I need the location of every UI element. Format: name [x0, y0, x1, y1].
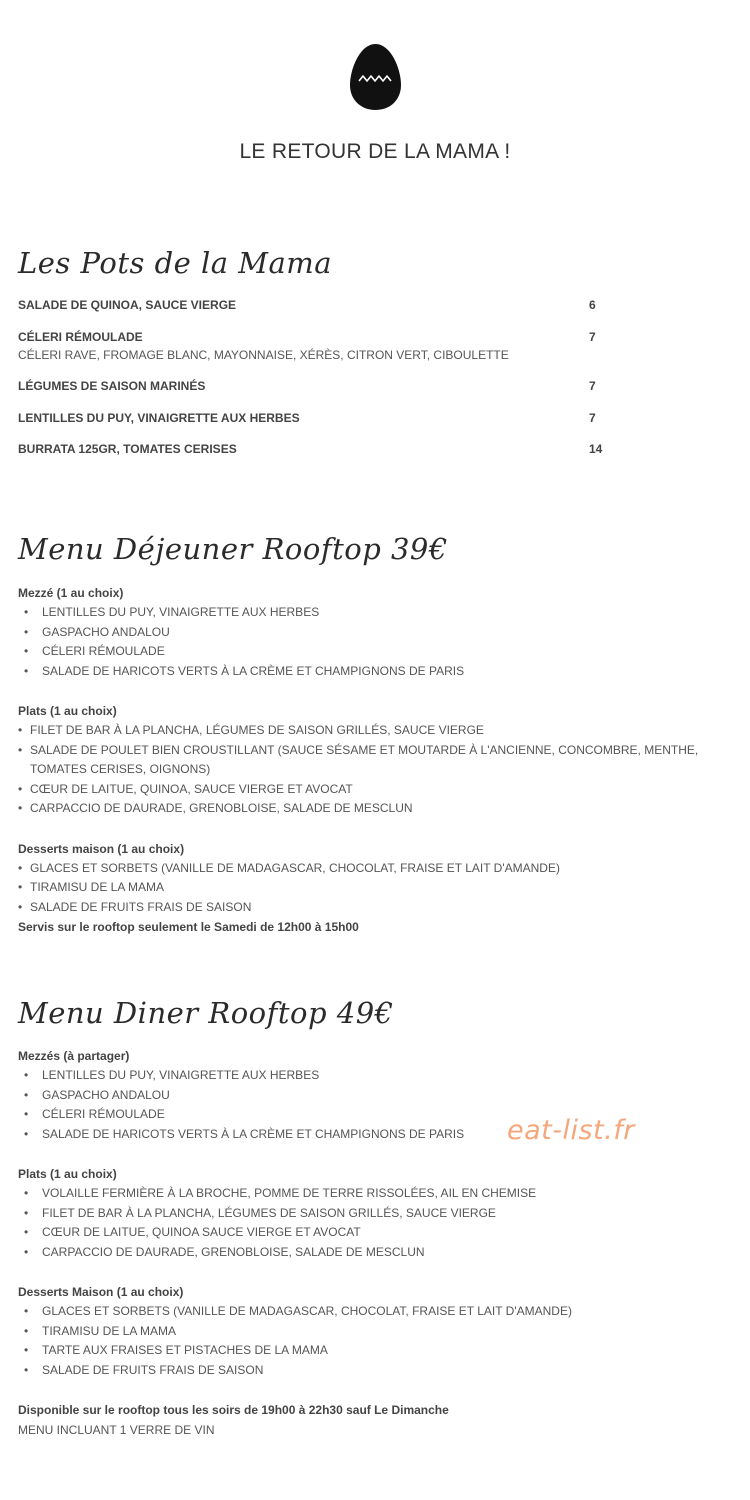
watermark: eat-list.fr — [507, 1115, 635, 1146]
menu-item — [18, 298, 618, 312]
section-title: Mezzés (à partager) — [18, 1049, 130, 1063]
pots-heading: Les Pots de la Mama — [18, 246, 333, 280]
diner-menu — [18, 1046, 728, 1440]
item-price: 7 — [589, 330, 596, 344]
item-price: 14 — [589, 442, 603, 456]
list-item: • CÉLERI RÉMOULADE — [18, 642, 728, 662]
item-price: 7 — [589, 411, 596, 425]
item-description: CÉLERI RAVE, FROMAGE BLANC, MAYONNAISE, XÉRÈS, CITRON VERT, CIBOULETTE — [18, 348, 509, 362]
list-item: • SALADE DE FRUITS FRAIS DE SAISON — [18, 1361, 728, 1381]
list-item: • SALADE DE POULET BIEN CROUSTILLANT (SAUCE SÉSAME ET MOUTARDE À L'ANCIENNE, CONCOMBRE, MENTHE, TOMATES CERISES, OIGNONS) — [18, 741, 728, 780]
menu-item — [18, 442, 618, 456]
section-title: Plats (1 au choix) — [18, 704, 117, 718]
wine-note: MENU INCLUANT 1 VERRE DE VIN — [18, 1423, 215, 1437]
list-item: • SALADE DE HARICOTS VERTS À LA CRÈME ET CHAMPIGNONS DE PARIS — [18, 1125, 728, 1145]
item-name: CÉLERI RÉMOULADE — [18, 330, 143, 344]
list-item: • LENTILLES DU PUY, VINAIGRETTE AUX HERBES — [18, 603, 728, 623]
availability-note: Servis sur le rooftop seulement le Samedi de 12h00 à 15h00 — [18, 920, 359, 934]
dejeuner-heading: Menu Déjeuner Rooftop 39€ — [18, 532, 448, 566]
item-price: 7 — [589, 379, 596, 393]
list-item: • CŒUR DE LAITUE, QUINOA, SAUCE VIERGE ET AVOCAT — [18, 780, 728, 800]
list-item: • GLACES ET SORBETS (VANILLE DE MADAGASCAR, CHOCOLAT, FRAISE ET LAIT D'AMANDE) — [18, 859, 728, 879]
list-item: • FILET DE BAR À LA PLANCHA, LÉGUMES DE SAISON GRILLÉS, SAUCE VIERGE — [18, 1204, 728, 1224]
item-name: BURRATA 125GR, TOMATES CERISES — [18, 442, 237, 456]
list-item: • TIRAMISU DE LA MAMA — [18, 878, 728, 898]
list-item: • CARPACCIO DE DAURADE, GRENOBLOISE, SALADE DE MESCLUN — [18, 799, 728, 819]
list-item: • TIRAMISU DE LA MAMA — [18, 1322, 728, 1342]
list-item: • FILET DE BAR À LA PLANCHA, LÉGUMES DE SAISON GRILLÉS, SAUCE VIERGE — [18, 721, 728, 741]
list-item: • GASPACHO ANDALOU — [18, 623, 728, 643]
dejeuner-menu — [18, 583, 728, 937]
section-title: Desserts Maison (1 au choix) — [18, 1285, 184, 1299]
diner-heading: Menu Diner Rooftop 49€ — [18, 996, 394, 1030]
item-name: SALADE DE QUINOA, SAUCE VIERGE — [18, 298, 237, 312]
item-price: 6 — [589, 298, 596, 312]
page-title: LE RETOUR DE LA MAMA ! — [239, 140, 511, 163]
list-item: • CARPACCIO DE DAURADE, GRENOBLOISE, SALADE DE MESCLUN — [18, 1243, 728, 1263]
list-item: • GLACES ET SORBETS (VANILLE DE MADAGASCAR, CHOCOLAT, FRAISE ET LAIT D'AMANDE) — [18, 1302, 728, 1322]
section-title: Desserts maison (1 au choix) — [18, 841, 185, 856]
menu-item — [18, 379, 618, 393]
menu-item — [18, 411, 618, 425]
list-item: • GASPACHO ANDALOU — [18, 1086, 728, 1106]
mama-egg-logo-icon — [349, 43, 402, 111]
item-name: LENTILLES DU PUY, VINAIGRETTE AUX HERBES — [18, 411, 300, 425]
menu-item — [18, 330, 618, 362]
list-item: • CÉLERI RÉMOULADE — [18, 1105, 728, 1125]
list-item: • LENTILLES DU PUY, VINAIGRETTE AUX HERBES — [18, 1066, 728, 1086]
list-item: • VOLAILLE FERMIÈRE À LA BROCHE, POMME DE TERRE RISSOLÉES, AIL EN CHEMISE — [18, 1184, 728, 1204]
section-title: Plats (1 au choix) — [18, 1167, 117, 1181]
item-name: LÉGUMES DE SAISON MARINÉS — [18, 379, 206, 393]
list-item: • TARTE AUX FRAISES ET PISTACHES DE LA MAMA — [18, 1341, 728, 1361]
list-item: • SALADE DE HARICOTS VERTS À LA CRÈME ET CHAMPIGNONS DE PARIS — [18, 662, 728, 682]
list-item: • SALADE DE FRUITS FRAIS DE SAISON — [18, 898, 728, 918]
section-title: Mezzé (1 au choix) — [18, 586, 124, 600]
availability-note: Disponible sur le rooftop tous les soirs de 19h00 à 22h30 sauf Le Dimanche — [18, 1403, 449, 1417]
list-item: • CŒUR DE LAITUE, QUINOA SAUCE VIERGE ET AVOCAT — [18, 1223, 728, 1243]
